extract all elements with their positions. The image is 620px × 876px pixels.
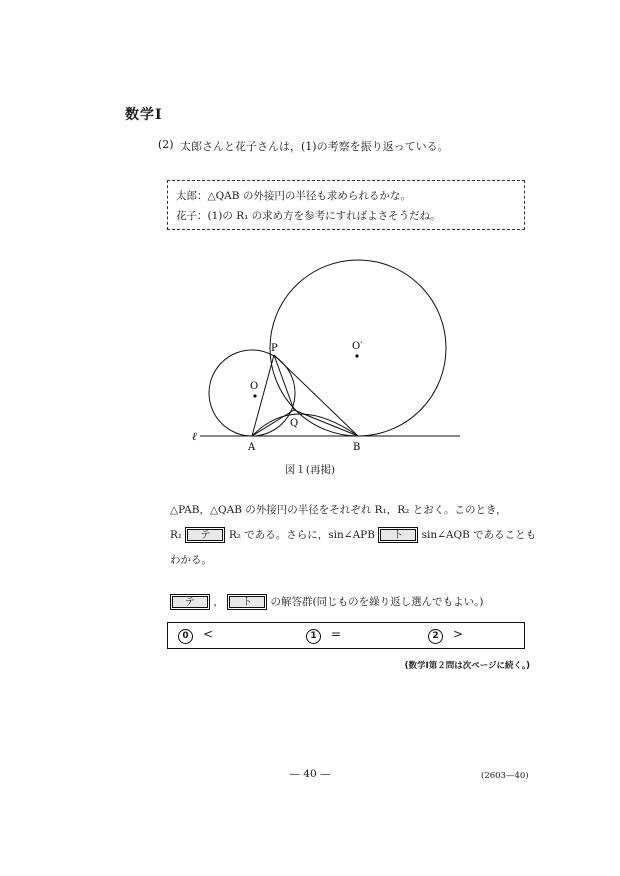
choice-label-to: ト <box>227 594 267 610</box>
choice-2[interactable] <box>428 627 463 644</box>
answer-box-te[interactable]: テ <box>185 527 225 543</box>
figure-diagram <box>190 255 470 455</box>
label-q: Q <box>290 418 299 429</box>
problem-intro: 太郎さんと花子さんは，(1)の考察を振り返っている。 <box>180 140 449 153</box>
choice-1-number: 1 <box>306 629 321 644</box>
choice-2-number: 2 <box>428 629 443 644</box>
label-b: B <box>353 442 361 453</box>
answer-box-to[interactable]: ト <box>378 527 418 543</box>
choice-group-label: の解答群(同じものを繰り返し選んでもよい。) <box>270 596 484 608</box>
paragraph-line-2-mid: R₂ である。さらに，sin∠APB <box>228 529 375 541</box>
choice-0[interactable] <box>178 627 213 644</box>
segment-qb <box>294 410 358 436</box>
label-l: ℓ <box>192 430 197 443</box>
figure-caption: 図１(再掲) <box>284 464 336 476</box>
continue-note: (数学Ⅰ第２問は次ページに続く。) <box>404 661 530 671</box>
segment-pb <box>274 355 358 436</box>
r1-symbol: R₁ <box>170 529 183 541</box>
problem-number: (2) <box>158 138 174 151</box>
choices-box <box>167 622 525 649</box>
choice-separator: ， <box>213 596 224 608</box>
choice-2-symbol: > <box>453 627 464 641</box>
center-o-dot <box>253 394 256 397</box>
dialog-line-hanako: 花子：(1)の R₁ の求め方を参考にすればよさそうだね。 <box>176 210 441 222</box>
paragraph-line-2-end: sin∠AQB であることも <box>421 529 537 541</box>
page-number: — 40 — <box>289 768 331 780</box>
choice-1-symbol: = <box>331 627 342 641</box>
page-code: (2603—40) <box>481 771 529 781</box>
label-o-prime: O′ <box>352 341 363 352</box>
choice-label-te: テ <box>170 594 210 610</box>
center-o-prime-dot <box>355 354 358 357</box>
paragraph-line-3: わかる。 <box>170 554 212 566</box>
dialog-box <box>167 180 525 230</box>
choice-0-number: 0 <box>178 629 193 644</box>
choice-0-symbol: < <box>203 627 214 641</box>
label-a: A <box>248 442 256 453</box>
paragraph-line-2 <box>170 523 537 548</box>
dialog-line-taro: 太郎：△QAB の外接円の半径も求められるかな。 <box>176 190 411 202</box>
paragraph-line-1: △PAB，△QAB の外接円の半径をそれぞれ R₁，R₂ とおく。このとき， <box>170 504 507 516</box>
choice-intro <box>170 592 483 612</box>
choice-1[interactable] <box>306 627 341 644</box>
subject-title: 数学Ⅰ <box>125 107 163 123</box>
label-p: P <box>271 343 278 354</box>
label-o: O <box>250 381 259 392</box>
